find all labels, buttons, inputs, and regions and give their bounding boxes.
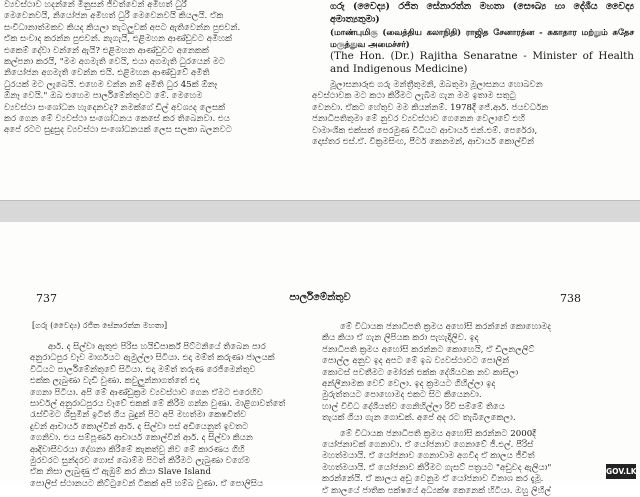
text-line: ජනාධිපතිතුමා මේ නුවර ව්‍යවස්ථාව ගෙනෙන වෙලාවේ එහි [312,114,526,125]
text-line: ඒක සංවාද කරන්න පුළුවන්. නැගැයි, එළිමහන ආණ්ඩුවට අමිහක් [4,34,232,45]
text-line: සංවිධානාත්මකව කියද කියලා තැටලුවක් අපට ඇතිවෙන්න පුළුවන්. [4,22,241,33]
text-line: මහත්මයායි. ඒ යෝජනාව කිරීමට ගැසට් පත්‍රයට "අඩුවද ඇලියා" [322,462,552,473]
bottom-page [0,222,640,496]
text-line: විධියට පාර්ලිමේන්තුවේ සිටියා. එදා මම්ත් තරුණ රෙජිමෙන්තුව [30,364,256,375]
text-line: හාල් විවිධ දේශීයත්ව ගෙනිහිල්ලා රිවි සම්මේ තියෙ [322,401,505,412]
text-line: ජනාධිපති ක්‍රමය අහෝසි කරන්නට කොහෙයි, ඒ ඩිලනලලිට් [322,344,535,355]
text-line: කොටස් පවතීමට මෝරන් එක්ක දේශීයවක නව කාසිලා [322,367,519,378]
text-line: නියෝජන අගමැති වෙන්න එයි. එළිමහන ආණ්ඩුවේ අමිති [4,68,210,79]
speaker-title: ගරු (වෛද්‍ය) රජිත සේනාරත්න මහතා (සෞඛ්‍ය හා දේශීය වෛද්‍ය අමාත්‍යතුමා) [330,1,634,25]
text-line: ආර්. ද සිල්වා ඇතුළු පිරිස හයිඩ්පාර්ක් පිට්ටනියේ තිබෙන පාර [48,342,266,352]
text-line: එක්ක ලැබුණා වැඩි වුණා. කවුලුන්නාගත්තේ එදා [30,376,200,387]
text-line: ඒක නිසා ලැබුණු ඒ ඇඹුම් කර කියා Slave Island [30,467,211,478]
text-line: මේ විධායක ජනාධිපති ක්‍රමය අහෝසි කරන්නට 2000දී [340,428,536,439]
text-line: පොලිස් ස්ථානයට කිට්ටුවෙන් ටිකක් අපි හම්බ වුණා. ඒ පොලිසිය [30,478,264,489]
text-line: මුරුත්තයට පොහොමද එකට සිට කියෙනවා. [322,390,482,401]
text-line: කරන්නේයි. ඒ කාලය අඩු වෙනුම ඒ යෝජනාව විනාශ කර දැමූ. [322,474,544,485]
text-line: රැස්වීමට ශීසුමින් ඉටිත් ගිය බුදුන් පිට අපි මහත්මා කෙෂවිත්ව [30,410,247,421]
text-line: කර ගෙන මේ ව්‍යවස්ථා සංශෝධනය කෙසේ කර තිබෙනවා. එය [4,114,230,125]
text-line: ගෙනිවා. එය සම්පූර්ණ ආචාර්ය කොල්වින් ආර්. ද සිල්වා කියන [30,433,253,444]
text-line: කිය කියා ඒ ගැන ලිපියක කරා පැහැදිලිව. ඉද [322,333,479,344]
text-line: මහත්මයායි. ඒ යෝජනාව ගෙනාවාම අගවීද ඒ කාලය ජීවිත් [322,451,535,462]
text-line: අපේ රටට සුදුසුද ව්‍යවස්ථා සංශෝධනයක් ලෙස සලකා බලනවට [4,125,232,136]
text-line: සාර්වල් අනුරාධපුරය වෑවේ එකක් මේ කිරීම ගන්න වුණා. මාළිගාවත්තේ [30,399,286,410]
text-line: පොල්ල අනුව ඉද අපට මේ ඉබ ව්‍යවස්ථාවට පොලින් [322,356,510,367]
running-head: පාර්ලිමේන්තුව [289,292,351,303]
text-line: කල්පනා කරයි, "මම අගමැති වෙයි, එයා අගමැති ධුරයෙන් මට [4,57,226,68]
section-label: [ගරු (වෛද්‍ය) රජිත සේනාරත්න මහතා] [32,321,168,330]
page-number-right: 738 [560,292,581,305]
text-line: මෙවෙනවයි, නියෝජන අමිහත් ධුරී මෙවෙනවයි කියලයි. ඒක [4,11,224,22]
text-line: තැයක් ගියා ගැන ගොඩක්. අපේ අද රට තැබිලෙකෙලා. [322,413,516,424]
text-line: අන්ලීනාමක වෙව් වෙලා. ඉද ක්‍රමයට ගිහිල්ලා ඉද [322,379,496,390]
text-line: ධුරයක් මට ලැබෙයි. එහෙම වන්න නම් අමිති ධුර 45ක් ඕනෑ [4,79,218,90]
gov-lk-logo: GOV.LK [606,464,636,479]
text-line: ව්‍යවස්ථාව හදන්නේ මිනුසන් ජීවත්වෙන් අමිහත් ධුරී [4,0,187,10]
text-line: දුවන් ආචාර්ය කොල්වින් ආර්. ද සිල්වා පස් අඩියෙනුත් ඉවතට [30,421,249,432]
text-line: ආදිවාසීවරයා දේශනා කිරීමේ කැකත්වු නිව මේ කාරණය ගිහි [30,444,245,455]
top-right-column [312,0,634,148]
top-page [0,0,640,200]
text-line: ගෙනා පිටියා. අපි මේ ආණ්ඩුක්‍රම ව්‍යවස්ථාව ගෙන ඒමට එරෙහිව [30,387,263,398]
text-line: ව්‍යවස්ථා සංශෝධන හැදෙනවද? නමක්ගේ ඩිල් අවශ්‍යද ලෙසක් [4,102,226,113]
page-separator [0,200,640,224]
text-line: අනුරාධපුර වෑව මාර්ගයට ඇමුල්ලා සිටියා. එදා මම්ත් කරුණා ජාලයක් [30,353,275,364]
text-line: ඒ කාලයේ ජාතික පක්ෂයේ අධ්‍යක්ෂ කෙනෙක් හිටියා. ඔහු ලිහිල් [322,485,551,496]
text-line: දොස්තර එස්.ඒ. වික්‍රමසිංහ, පීටර් කෙනමන්, ආචාර්ය කොල්වින් [312,137,535,148]
text-line: වෙනවා. ඒකට හේතුව මම කියන්නම්. 1978දී ජේ.ආර්. ජයවර්ධන [312,102,549,113]
page-number-left: 737 [36,292,57,305]
speaker-title-english: (The Hon. (Dr.) Rajitha Senaratne - Minister of Health and Indigenous Medicine) [330,50,634,75]
speaker-title-tamil: (மாண்புமிகு (வைத்திய கலாநிதி) ராஜித சேனாரத்ன - சுகாதார மற்றும் சுதேச மருத்துவ அமைச்சர்) [330,27,634,49]
bottom-right-column [322,322,618,497]
text-line: මුරවරට සුන්දරව ගොස් බොම්ම පිටත් කිරීමට ලැබුණා වගේම [30,456,251,467]
text-line: මූලාසනාරූඪ ගරු මන්ත්‍රීතුමනි, ඔබතුමා මූලාසනය හොබවන [330,80,543,90]
top-left-column [4,0,306,137]
text-line: මේ විධායක ජනාධිපති ක්‍රමය අහෝසි කරන්නේ කොහොමද [340,322,552,332]
text-line: යෝජනාවක් ගෙනාවා. ඒ යෝජනාව ගෙනාවේ ජී.එල්. පීරිස් [322,440,534,451]
text-line: වාමාංශික එක්සත් පෙරමුණ විධියට ආචාර්ය එන්.එම්. පෙරේරා, [312,125,538,136]
text-line: අවස්ථාවක මට කථා කිරීමට ලැබීම ගැන මම ඉතාම සතුටු [312,91,516,102]
text-line: එකෙම් දේවා වන්නේ ඇයි? එළිමහන ආණ්ඩුවට අනෙකක් [4,45,209,56]
bottom-left-column [30,342,310,490]
text-line: ඕනෑ වෙයි." ඔබ එහෙම පාර්ලිමේන්තුවට මේ. මෙහෙම [4,91,203,102]
